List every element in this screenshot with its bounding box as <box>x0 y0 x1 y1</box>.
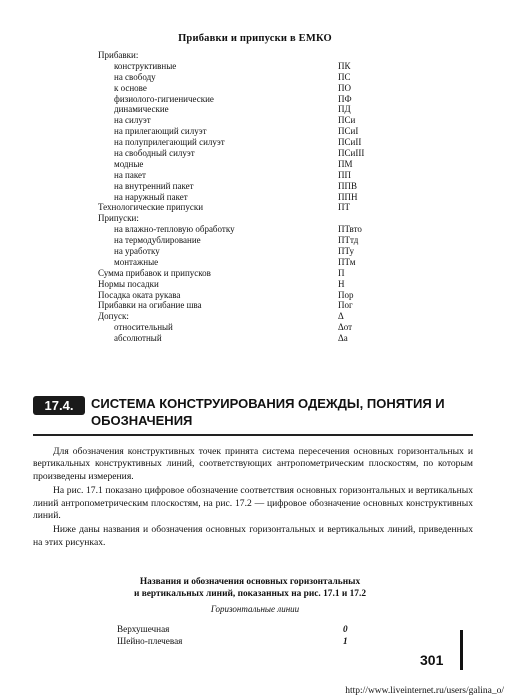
abbr-row <box>98 257 398 268</box>
abbr-row <box>98 333 398 344</box>
abbr-label: на термодублирование <box>114 235 201 246</box>
abbr-code: ПС <box>338 71 351 82</box>
abbr-code: Δа <box>338 333 348 344</box>
abbr-label: Сумма прибавок и припусков <box>98 267 211 278</box>
abbr-label: физиолого-гигиенические <box>114 93 214 104</box>
abbr-code: ПСиII <box>338 137 362 148</box>
abbr-row <box>98 224 398 235</box>
abbr-label: монтажные <box>114 256 159 267</box>
abbr-row <box>98 235 398 246</box>
caption-line: Названия и обозначения основных горизонтальных <box>139 577 361 587</box>
abbr-label: Технологические припуски <box>98 202 204 213</box>
abbreviations-table <box>98 50 398 344</box>
abbr-code: Δ <box>338 311 344 322</box>
abbr-code: ПСи <box>338 115 356 126</box>
abbr-row <box>98 126 398 137</box>
body-paragraph: Для обозначения конструктивных точек принята система пересечения основных горизонтальных и вертикальных конструктивных линий, соответствующих антропометрическим плоскостям, по которым произведены измерения. <box>33 446 473 482</box>
abbr-row <box>98 137 398 148</box>
abbr-label: Прибавки на огибание шва <box>98 300 202 311</box>
line-name: Шейно-плечевая <box>117 636 183 646</box>
abbr-row <box>98 279 398 290</box>
abbr-label: Допуск: <box>98 311 129 322</box>
abbr-code: ПМ <box>338 158 353 169</box>
abbr-row <box>98 61 398 72</box>
abbr-label: конструктивные <box>114 60 177 71</box>
abbr-label: на внутренний пакет <box>114 180 194 191</box>
abbr-row <box>98 83 398 94</box>
section-divider <box>33 434 473 436</box>
body-paragraph: Ниже даны названия и обозначения основных горизонтальных и вертикальных линий, приведенных на этих рисунках. <box>33 524 473 548</box>
abbr-label: на уработку <box>114 246 160 257</box>
abbr-label: к основе <box>114 82 147 93</box>
abbr-label: Посадка оката рукава <box>98 289 181 300</box>
abbr-code: ПСиI <box>338 126 359 137</box>
line-row <box>117 623 357 635</box>
abbr-code: ПО <box>338 82 351 93</box>
abbr-row <box>98 311 398 322</box>
abbr-row <box>98 290 398 301</box>
abbr-row <box>98 300 398 311</box>
abbr-label: на наружный пакет <box>114 191 188 202</box>
abbr-label: на свободный силуэт <box>114 148 195 159</box>
abbr-label: на прилегающий силуэт <box>114 126 207 137</box>
abbr-row <box>98 94 398 105</box>
abbr-code: Пор <box>338 289 354 300</box>
lines-table <box>117 623 357 647</box>
abbr-code: ППН <box>338 191 358 202</box>
abbr-row <box>98 213 398 224</box>
section-number-badge: 17.4. <box>33 396 85 415</box>
abbr-code: ПТ <box>338 202 350 213</box>
body-text <box>33 446 473 551</box>
abbr-row <box>98 322 398 333</box>
section-title: СИСТЕМА КОНСТРУИРОВАНИЯ ОДЕЖДЫ, ПОНЯТИЯ И ОБОЗНАЧЕНИЯ <box>91 396 445 428</box>
abbr-code: П <box>338 267 345 278</box>
line-number: 0 <box>343 624 348 634</box>
abbr-code: ППВ <box>338 180 358 191</box>
line-number: 1 <box>343 636 348 646</box>
abbr-code: ПТу <box>338 246 355 257</box>
abbr-code: Пог <box>338 300 353 311</box>
abbr-code: ПСиIII <box>338 148 365 159</box>
abbr-label: абсолютный <box>114 333 162 344</box>
abbr-row <box>98 115 398 126</box>
abbr-code: ПП <box>338 169 351 180</box>
abbr-code: ПТтд <box>338 235 359 246</box>
abbr-label: Припуски: <box>98 213 139 224</box>
abbr-label: на пакет <box>114 169 146 180</box>
page-number: 301 <box>420 652 444 668</box>
abbr-row <box>98 72 398 83</box>
abbr-code: ПК <box>338 60 351 71</box>
abbr-label: на полуприлегающий силуэт <box>114 137 225 148</box>
abbr-code: ПД <box>338 104 351 115</box>
abbr-label: модные <box>114 158 144 169</box>
abbr-row <box>98 159 398 170</box>
abbr-row <box>98 104 398 115</box>
abbr-label: относительный <box>114 322 173 333</box>
table-subheading: Горизонтальные линии <box>210 604 300 614</box>
abbr-row <box>98 268 398 279</box>
abbr-row <box>98 246 398 257</box>
abbr-row <box>98 148 398 159</box>
footer-url: http://www.liveinternet.ru/users/galina_o/ <box>345 686 504 696</box>
abbr-row <box>98 181 398 192</box>
body-paragraph: На рис. 17.1 показано цифровое обозначение соответствия основных горизонтальных и вертикальных линий антропометрическим плоскостям, на рис. 17.2 — цифровое обозначение основных конструктивных линий. <box>33 485 473 522</box>
caption-line: и вертикальных линий, показанных на рис. 17.1 и 17.2 <box>133 589 367 599</box>
abbr-row <box>98 170 398 181</box>
table-caption <box>90 576 410 600</box>
line-name: Верхушечная <box>117 624 170 634</box>
abbr-code: ПТвто <box>338 224 362 235</box>
abbr-label: на свободу <box>114 71 156 82</box>
abbr-code: Н <box>338 278 345 289</box>
abbr-row <box>98 192 398 203</box>
abbr-code: ПФ <box>338 93 352 104</box>
page-number-bar <box>460 630 463 670</box>
abbr-label: Прибавки: <box>98 50 139 60</box>
abbr-code: ПТм <box>338 256 356 267</box>
section-heading <box>33 393 473 433</box>
abbr-label: на влажно-тепловую обработку <box>114 224 235 235</box>
line-row <box>117 635 357 647</box>
abbr-label: Нормы посадки <box>98 278 159 289</box>
page-header-title: Прибавки и припуски в ЕМКО <box>178 33 332 44</box>
abbr-row <box>98 202 398 213</box>
abbr-label: динамические <box>114 104 169 115</box>
abbr-label: на силуэт <box>114 115 151 126</box>
abbr-code: Δот <box>338 322 353 333</box>
abbr-row <box>98 50 398 61</box>
